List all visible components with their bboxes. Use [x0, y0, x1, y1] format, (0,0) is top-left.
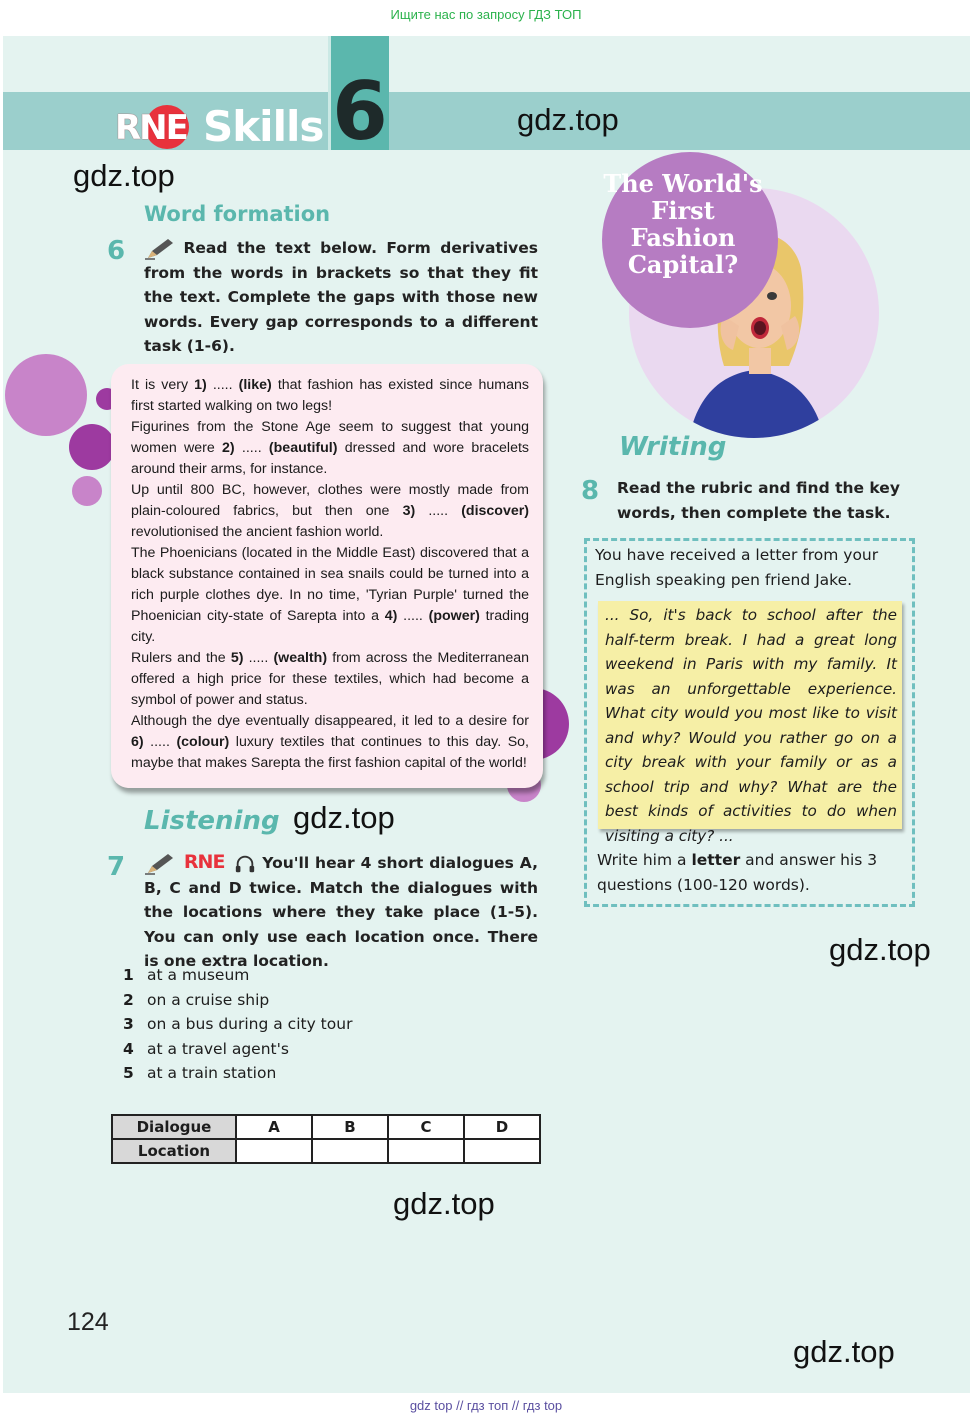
- headphones-icon: [234, 853, 256, 875]
- table-header-cell: A: [236, 1115, 312, 1139]
- site-link-top[interactable]: Ищите нас по запросу ГДЗ ТОП: [390, 7, 582, 22]
- decorative-circle: [72, 476, 102, 506]
- writing-heading: Writing: [619, 432, 727, 462]
- list-item: 2 on a cruise ship: [123, 990, 270, 1009]
- exercise-number: 7: [107, 852, 126, 882]
- table-row: [112, 1115, 540, 1139]
- writing-task-box: [584, 538, 915, 907]
- reading-text: [131, 375, 529, 774]
- word-formation-heading: Word formation: [144, 202, 331, 226]
- pen-friend-letter: [598, 601, 902, 845]
- decorative-circle: [69, 424, 115, 470]
- paragraph: It is very 1) ..... (like) that fashion has existed since humans first started walking on two legs!: [131, 377, 529, 414]
- rne-small-logo: RNE: [183, 851, 225, 873]
- table-header-cell: D: [464, 1115, 540, 1139]
- rne-logo: RNE: [115, 108, 187, 148]
- answer-cell[interactable]: [236, 1139, 312, 1163]
- watermark: gdz.top: [293, 800, 395, 835]
- list-item: 4 at a travel agent's: [123, 1039, 289, 1058]
- exercise-instruction: [144, 236, 538, 359]
- table-header-cell: B: [312, 1115, 388, 1139]
- table-row: [112, 1139, 540, 1163]
- pencil-icon: [144, 238, 174, 260]
- watermark: gdz.top: [393, 1186, 495, 1221]
- paragraph: Up until 800 BC, however, clothes were mostly made from plain-coloured fabrics, but then one 3) ..... (discover) revolutionised the ancient fashion world.: [131, 482, 529, 540]
- answer-table: [111, 1114, 541, 1164]
- rubric-lead: You have received a letter from your English speaking pen friend Jake.: [595, 546, 879, 589]
- page-number: 124: [67, 1308, 109, 1336]
- answer-cell[interactable]: [464, 1139, 540, 1163]
- instruction-text: You'll hear 4 short dialogues A, B, C and D twice. Match the dialogues with the locations where they take place (1-5). You can only use each location once. There is one extra location.: [144, 854, 538, 970]
- exercise-number: 8: [581, 476, 600, 506]
- task-instruction: Write him a letter and answer his 3 questions (100-120 words).: [597, 851, 878, 894]
- pencil-icon: [144, 853, 174, 875]
- letter-text: ... So, it's back to school after the half-term break. I had a great long weekend in Paris with my family. It was an unforgettable experience. What city would you most like to visit and why? Would you rather go on a city break with your family or as a school trip and why? What are the best kinds of activities to do when visiting a city? ...: [605, 606, 897, 845]
- exercise-instruction: [144, 850, 538, 974]
- site-links-bottom[interactable]: gdz top // гдз топ // гдз top: [409, 1398, 563, 1413]
- unit-number: 6: [332, 65, 388, 158]
- watermark: gdz.top: [73, 158, 175, 193]
- exercise-number: 6: [107, 236, 126, 266]
- reading-text-card: [111, 364, 543, 788]
- watermark: gdz.top: [517, 102, 619, 137]
- paragraph: The Phoenicians (located in the Middle East) discovered that a black substance contained in sea snails could be turned into a rich purple clothes dye. In no time, 'Tyrian Purple' turned the Phoenician city-state of Sarepta into a 4) ..... (power) trading city.: [131, 545, 529, 645]
- list-item: 5 at a train station: [123, 1064, 277, 1082]
- watermark: gdz.top: [793, 1334, 895, 1369]
- article-title: The World's First Fashion Capital?: [603, 169, 763, 279]
- table-header-cell: Dialogue: [112, 1115, 236, 1139]
- answer-cell[interactable]: [312, 1139, 388, 1163]
- section-title-skills: Skills: [203, 102, 324, 151]
- instruction-text: Read the text below. Form derivatives from the words in brackets so that they fit the text. Complete the gaps with those new words. Every gap corresponds to a different task (1-6).: [144, 239, 538, 355]
- table-header-cell: C: [388, 1115, 464, 1139]
- answer-cell[interactable]: [388, 1139, 464, 1163]
- watermark: gdz.top: [829, 932, 931, 967]
- decorative-circle: [5, 354, 87, 436]
- exercise-instruction: Read the rubric and find the key words, then complete the task.: [617, 479, 900, 522]
- textbook-page: [3, 36, 970, 1393]
- list-item: 3 on a bus during a city tour: [123, 1015, 353, 1033]
- paragraph: Figurines from the Stone Age seem to suggest that young women were 2) ..... (beautiful) dressed and wore bracelets around their arms, for instance.: [131, 419, 530, 477]
- listening-heading: Listening: [144, 806, 280, 836]
- paragraph: Although the dye eventually disappeared, it led to a desire for 6) ..... (colour) luxury textiles that continues to this day. So, maybe that makes Sarepta the first fashion capital of the world!: [131, 713, 529, 771]
- list-item: 1 at a museum: [123, 966, 250, 984]
- unit-tab: [328, 36, 389, 158]
- table-header-cell: Location: [112, 1139, 236, 1163]
- paragraph: Rulers and the 5) ..... (wealth) from across the Mediterranean offered a high price for these textiles, which had become a symbol of power and status.: [131, 650, 530, 708]
- locations-list: [123, 963, 352, 1086]
